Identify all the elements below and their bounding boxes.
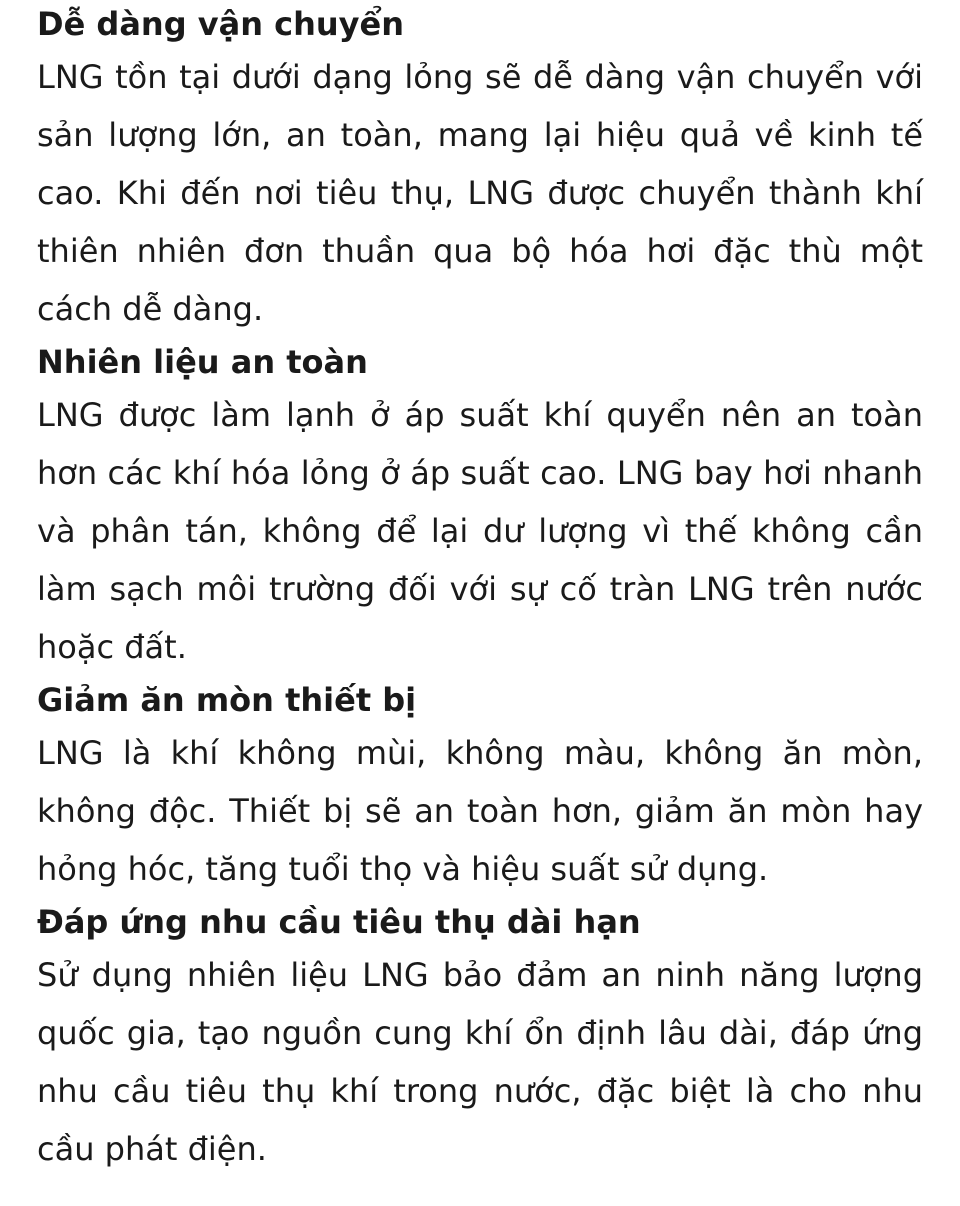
section-transport: [37, 0, 923, 338]
section-paragraph: Sử dụng nhiên liệu LNG bảo đảm an ninh năng lượng quốc gia, tạo nguồn cung khí ổn định lâu dài, đáp ứng nhu cầu tiêu thụ khí trong nước, đặc biệt là cho nhu cầu phát điện.: [37, 956, 923, 1168]
section-paragraph: LNG được làm lạnh ở áp suất khí quyển nên an toàn hơn các khí hóa lỏng ở áp suất cao. LNG bay hơi nhanh và phân tán, không để lại dư lượng vì thế không cần làm sạch môi trường đối với sự cố tràn LNG trên nước hoặc đất.: [37, 396, 923, 666]
section-heading: Giảm ăn mòn thiết bị: [37, 681, 417, 719]
section-heading: Dễ dàng vận chuyển: [37, 5, 404, 43]
document-body: [37, 0, 923, 1178]
section-heading: Đáp ứng nhu cầu tiêu thụ dài hạn: [37, 903, 641, 941]
section-heading: Nhiên liệu an toàn: [37, 343, 368, 381]
section-reduce-corrosion: [37, 676, 923, 898]
section-safe-fuel: [37, 338, 923, 676]
section-paragraph: LNG tồn tại dưới dạng lỏng sẽ dễ dàng vận chuyển với sản lượng lớn, an toàn, mang lại hiệu quả về kinh tế cao. Khi đến nơi tiêu thụ, LNG được chuyển thành khí thiên nhiên đơn thuần qua bộ hóa hơi đặc thù một cách dễ dàng.: [37, 58, 923, 328]
section-paragraph: LNG là khí không mùi, không màu, không ăn mòn, không độc. Thiết bị sẽ an toàn hơn, giảm ăn mòn hay hỏng hóc, tăng tuổi thọ và hiệu suất sử dụng.: [37, 734, 923, 888]
section-long-term-demand: [37, 898, 923, 1178]
